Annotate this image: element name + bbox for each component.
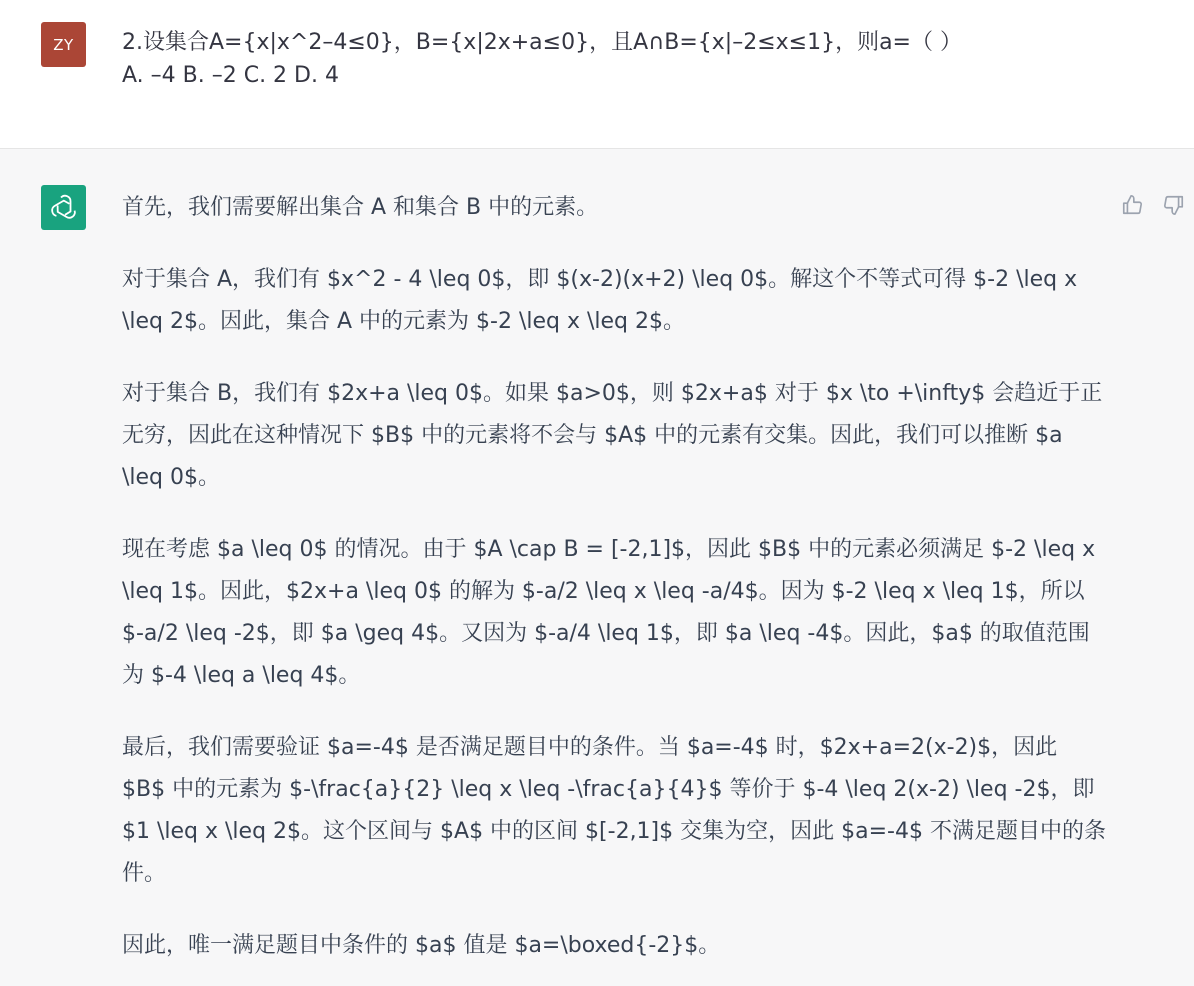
answer-options-line: A. –4 B. –2 C. 2 D. 4 bbox=[122, 63, 339, 88]
answer-paragraph: 最后，我们需要验证 $a=-4$ 是否满足题目中的条件。当 $a=-4$ 时，$2x+a=2(x-2)$，因此 $B$ 中的元素为 $-\frac{a}{2} \leq x \leq -\frac{a}{4}$ 等价于 $-4 \leq 2(x-2) \leq -2$，即 $1 \leq x \leq 2$。这个区间与 $A$ 中的区间 $[-2,1]$ 交集为空，因此 $a=-4$ 不满足题目中的条件。 bbox=[122, 735, 1106, 886]
user-avatar: ZY bbox=[41, 22, 86, 67]
thumbs-down-icon[interactable] bbox=[1162, 193, 1186, 217]
openai-logo-icon bbox=[41, 185, 86, 230]
user-message-text bbox=[122, 26, 1122, 92]
question-line: 2.设集合A={x|x^2–4≤0}，B={x|2x+a≤0}，且A∩B={x|–2≤x≤1}，则a=（ ） bbox=[122, 30, 962, 55]
answer-paragraph: 因此，唯一满足题目中条件的 $a$ 值是 $a=\boxed{-2}$。 bbox=[122, 933, 721, 958]
answer-paragraph: 首先，我们需要解出集合 A 和集合 B 中的元素。 bbox=[122, 195, 599, 220]
answer-paragraph: 对于集合 B，我们有 $2x+a \leq 0$。如果 $a>0$，则 $2x+a$ 对于 $x \to +\infty$ 会趋近于正无穷，因此在这种情况下 $B$ 中的元素将不会与 $A$ 中的元素有交集。因此，我们可以推断 $a \leq 0$。 bbox=[122, 381, 1103, 490]
assistant-message-text bbox=[122, 187, 1107, 967]
assistant-message-row bbox=[0, 149, 1194, 986]
thumbs-up-icon[interactable] bbox=[1120, 193, 1144, 217]
user-message-row bbox=[0, 0, 1194, 149]
answer-paragraph: 现在考虑 $a \leq 0$ 的情况。由于 $A \cap B = [-2,1]$，因此 $B$ 中的元素必须满足 $-2 \leq x \leq 1$。因此，$2x+a \leq 0$ 的解为 $-a/2 \leq x \leq -a/4$。因为 $-2 \leq x \leq 1$，所以 $-a/2 \leq -2$，即 $a \geq 4$。又因为 $-a/4 \leq 1$，即 $a \leq -4$。因此，$a$ 的取值范围为 $-4 \leq a \leq 4$。 bbox=[122, 537, 1096, 688]
answer-paragraph: 对于集合 A，我们有 $x^2 - 4 \leq 0$，即 $(x-2)(x+2) \leq 0$。解这个不等式可得 $-2 \leq x \leq 2$。因此，集合 A 中的元素为 $-2 \leq x \leq 2$。 bbox=[122, 267, 1078, 334]
